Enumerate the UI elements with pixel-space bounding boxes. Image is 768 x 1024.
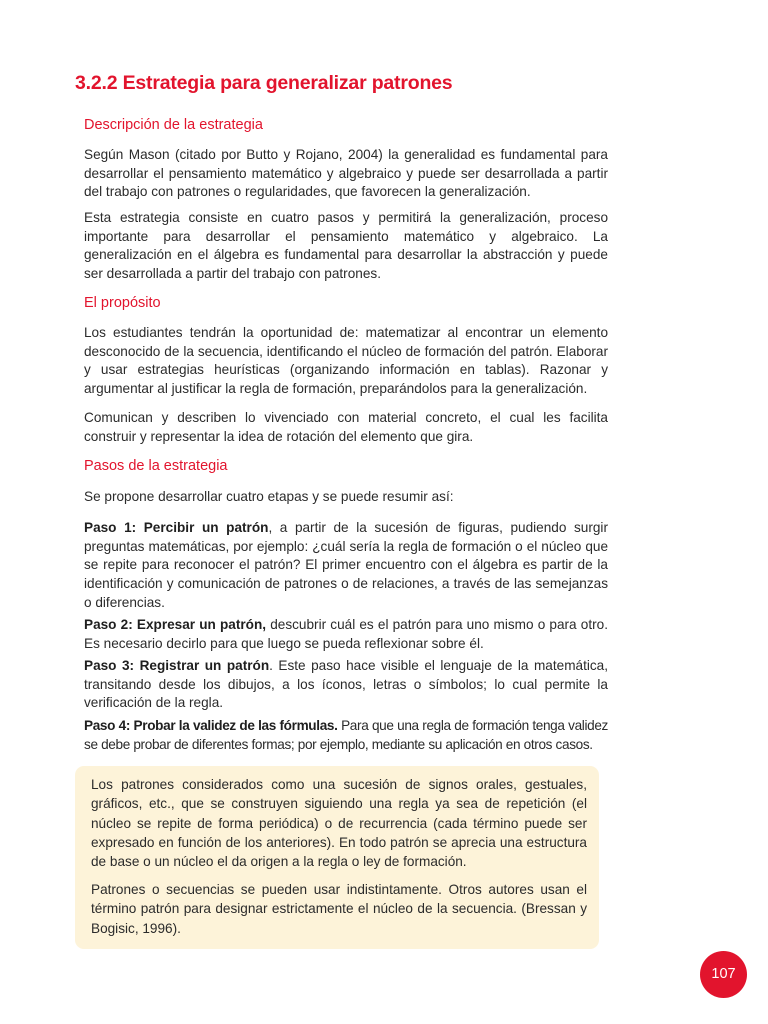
- step-4: [84, 717, 608, 754]
- step-1: [84, 519, 608, 613]
- heading-descripcion: Descripción de la estrategia: [84, 117, 263, 133]
- callout-paragraph-2: Patrones o secuencias se pueden usar indistintamente. Otros autores usan el término patrón para designar estrictamente el núcleo de la secuencia. (Bressan y Bogisic, 1996).: [91, 882, 587, 936]
- step-3: [84, 657, 608, 713]
- page-title: 3.2.2 Estrategia para generalizar patrones: [75, 72, 453, 94]
- paragraph-proposito-1: Los estudiantes tendrán la oportunidad de: matematizar al encontrar un elemento desconocido de la secuencia, identificando el núcleo de formación del patrón. Elaborar y usar estrategias heurísticas (organizando información en tablas). Razonar y argumentar al justificar la regla de formación, preparándolos para la generalización.: [84, 325, 608, 397]
- paragraph-proposito-2: Comunican y describen lo vivenciado con material concreto, el cual les facilita construir y representar la idea de rotación del elemento que gira.: [84, 410, 608, 444]
- callout-paragraph-1: Los patrones considerados como una sucesión de signos orales, gestuales, gráficos, etc., que se construyen siguiendo una regla ya sea de repetición (el núcleo se repite de forma periódica) o de recurrencia (cada término puede ser expresado en función de los anteriores). En todo patrón se aprecia una estructura de base o un núcleo el da origen a la regla o ley de formación.: [91, 777, 587, 870]
- callout-box: [75, 766, 599, 949]
- step-2: [84, 616, 608, 653]
- page-number-badge: 107: [700, 951, 747, 998]
- step-2-label: Paso 2: Expresar un patrón,: [84, 617, 267, 632]
- paragraph-descripcion-1: Según Mason (citado por Butto y Rojano, 2004) la generalidad es fundamental para desarrollar el pensamiento matemático y algebraico y puede ser desarrollada a partir del trabajo con patrones o regularidades, que favorecen la generalización.: [84, 147, 608, 200]
- step-4-text: Para que una regla de formación tenga validez se debe probar de diferentes formas; por ejemplo, mediante su aplicación en otros casos.: [84, 718, 609, 752]
- paragraph-pasos-intro: Se propone desarrollar cuatro etapas y se puede resumir así:: [84, 489, 454, 504]
- step-3-label: Paso 3: Registrar un patrón: [84, 658, 270, 673]
- paragraph-descripcion-2: Esta estrategia consiste en cuatro pasos y permitirá la generalización, proceso importante para desarrollar el pensamiento matemático y algebraico. La generalización en el álgebra es fundamental para desarrollar la abstracción y puede ser desarrollada a partir del trabajo con patrones.: [84, 210, 608, 282]
- step-2-text: descubrir cuál es el patrón para uno mismo o para otro. Es necesario decirlo para que luego se pueda reflexionar sobre él.: [84, 617, 608, 651]
- step-1-text: , a partir de la sucesión de figuras, pudiendo surgir preguntas matemáticas, por ejemplo: ¿cuál sería la regla de formación o el núcleo que se repite para reconocer el patrón? El primer encuentro con el álgebra es partir de la identificación y comunicación de patrones o de relaciones, a través de las semejanzas o diferencias.: [84, 520, 608, 610]
- heading-proposito: El propósito: [84, 295, 161, 311]
- step-4-label: Paso 4: Probar la validez de las fórmulas.: [84, 718, 338, 733]
- step-1-label: Paso 1: Percibir un patrón: [84, 520, 269, 535]
- step-3-text: . Este paso hace visible el lenguaje de la matemática, transitando desde los dibujos, a los íconos, letras o símbolos; lo cual permite la verificación de la regla.: [84, 658, 609, 711]
- heading-pasos: Pasos de la estrategia: [84, 458, 228, 474]
